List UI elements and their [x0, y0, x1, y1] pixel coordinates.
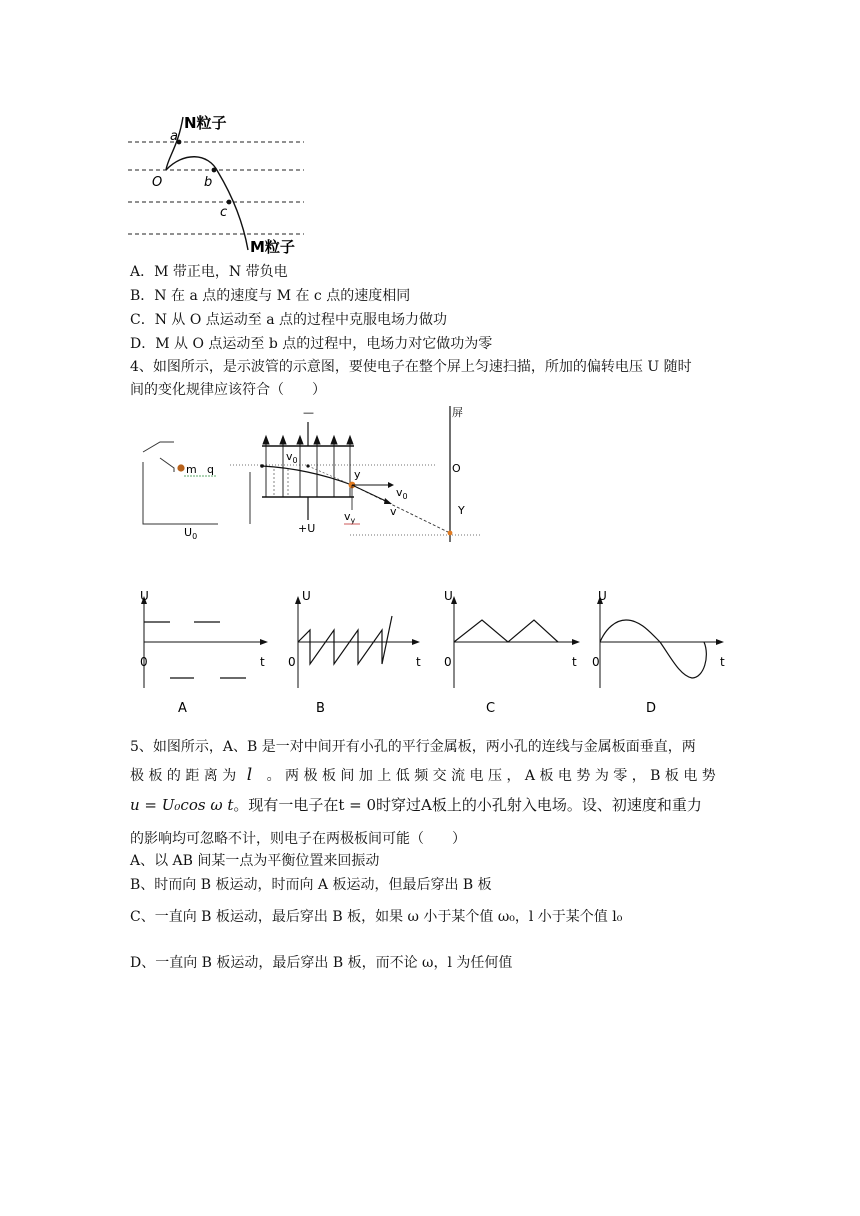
- q5-text: 极 板 的 距 离 为: [130, 768, 237, 784]
- graph-b: [288, 589, 421, 716]
- m-trajectory: [166, 157, 248, 250]
- y-label: y: [354, 468, 361, 481]
- sine-helper: [600, 619, 707, 678]
- option-text: M 从 O 点运动至 b 点的过程中，电场力对它做功为零: [155, 336, 493, 352]
- graph-d: [592, 589, 725, 716]
- option-prefix: D．: [130, 336, 156, 352]
- extension-line: [308, 466, 352, 485]
- option-text: M 带正电，N 带负电: [154, 264, 288, 280]
- q5-text: 。现有一电子在t = 0时穿过A板上的小孔射入电场。设、初速度和重力: [233, 796, 702, 814]
- point-c-dot: [227, 200, 232, 205]
- q3-option-b: [130, 287, 410, 305]
- screen-hit-dot: [448, 531, 453, 536]
- n-particle-label: N粒子: [184, 114, 227, 132]
- electron-source-dot: [177, 464, 184, 471]
- option-prefix: C．: [130, 312, 155, 328]
- arrow-head: [572, 639, 580, 645]
- mass-label: m: [186, 463, 197, 476]
- u-axis-label: U: [598, 589, 607, 603]
- option-prefix: B．: [130, 288, 155, 304]
- screen-origin-label: O: [452, 462, 461, 475]
- arrow-head: [260, 639, 268, 645]
- deflection-Y-label: Y: [458, 504, 465, 517]
- q4-stem-line2: 间的变化规律应该符合（ ）: [130, 382, 326, 398]
- q5-stem-line3: [130, 796, 702, 814]
- q5-option-d: D、一直向 B 板运动，最后穿出 B 板，而不论 ω，l 为任何值: [130, 955, 513, 971]
- v-label: v: [390, 505, 397, 518]
- point-b-dot: [212, 168, 217, 173]
- t-axis-label: t: [416, 655, 421, 669]
- q5-option-b: B、时而向 B 板运动，时而向 A 板运动，但最后穿出 B 板: [130, 877, 492, 893]
- vy-label: $v_y$: [344, 510, 356, 525]
- q5-stem-line1: 5、如图所示，A、B 是一对中间开有小孔的平行金属板，两小孔的连线与金属板面垂直，两: [130, 739, 696, 755]
- q3-option-c: [130, 311, 447, 329]
- v0-label-right: $v_0$: [396, 486, 408, 501]
- t-axis-label: t: [260, 655, 265, 669]
- option-prefix: A．: [130, 264, 155, 280]
- q5-stem-line2: [130, 766, 716, 785]
- t-axis-label: t: [572, 655, 577, 669]
- q4-stem-line1: 4、如图所示，是示波管的示意图，要使电子在整个屏上匀速扫描，所加的偏转电压 U 随时: [130, 359, 692, 375]
- origin-label: 0: [140, 655, 148, 669]
- option-letter: B: [316, 701, 325, 716]
- q5-option-c: C、一直向 B 板运动，最后穿出 B 板，如果 ω 小于某个值 ω₀，l 小于某个值 l₀: [130, 909, 623, 925]
- t-axis-label: t: [720, 655, 725, 669]
- q5-option-a: A、以 AB 间某一点为平衡位置来回振动: [130, 853, 380, 869]
- q3-option-d: [130, 335, 492, 353]
- charge-label: q: [207, 463, 214, 476]
- option-letter: A: [178, 701, 187, 716]
- arrow-head: [412, 639, 420, 645]
- option-text: N 在 a 点的速度与 M 在 c 点的速度相同: [154, 288, 411, 304]
- filament-lead: [143, 442, 174, 452]
- minus-label: —: [303, 406, 314, 419]
- filament-lead: [160, 458, 174, 472]
- origin-label: 0: [444, 655, 452, 669]
- option-text: N 从 O 点运动至 a 点的过程中克服电场力做功: [154, 312, 448, 328]
- v0-label-top: $v_0$: [286, 450, 298, 465]
- option-letter: D: [646, 701, 657, 716]
- origin-label: 0: [288, 655, 296, 669]
- v-vector: [352, 485, 388, 502]
- u-axis-label: U: [140, 589, 149, 603]
- u-t-graphs: [130, 586, 742, 718]
- origin-label: 0: [592, 655, 600, 669]
- oscilloscope-figure: [138, 402, 500, 544]
- u-axis-label: U: [302, 589, 311, 603]
- midpoint-dot: [306, 464, 309, 467]
- graph-c: [444, 589, 580, 716]
- m-particle-label: M粒子: [250, 238, 295, 256]
- point-c-label: c: [220, 205, 228, 220]
- option-letter: C: [486, 701, 496, 716]
- q5-stem-line4: 的影响均可忽略不计，则电子在两极板间可能（ ）: [130, 831, 466, 847]
- v-arrowhead: [384, 498, 392, 504]
- point-a-label: a: [170, 129, 178, 144]
- point-b-label: b: [204, 175, 213, 190]
- q5-text: 。 两 极 板 间 加 上 低 频 交 流 电 压 ， A 板 电 势 为 零 ， B 板 电 势: [266, 768, 716, 784]
- electron-path: [262, 466, 352, 485]
- graph-a: [140, 589, 268, 716]
- plus-u-label: +U: [298, 522, 316, 535]
- sine-wave: [600, 620, 706, 678]
- voltage-formula: u = U₀cos ω t: [130, 796, 234, 814]
- point-o-label: O: [152, 175, 163, 190]
- sawtooth-wave: [298, 616, 392, 664]
- variable-l: l: [246, 765, 253, 785]
- u0-label: $U_0$: [184, 526, 198, 541]
- screen-label: 屏: [452, 406, 463, 419]
- v0-arrowhead: [388, 482, 394, 488]
- particle-trajectory-figure: [128, 112, 308, 256]
- triangle-wave: [454, 620, 558, 642]
- arrow-head: [295, 596, 301, 604]
- arrow-head: [716, 639, 724, 645]
- q3-option-a: [130, 263, 288, 281]
- u-axis-label: U: [444, 589, 453, 603]
